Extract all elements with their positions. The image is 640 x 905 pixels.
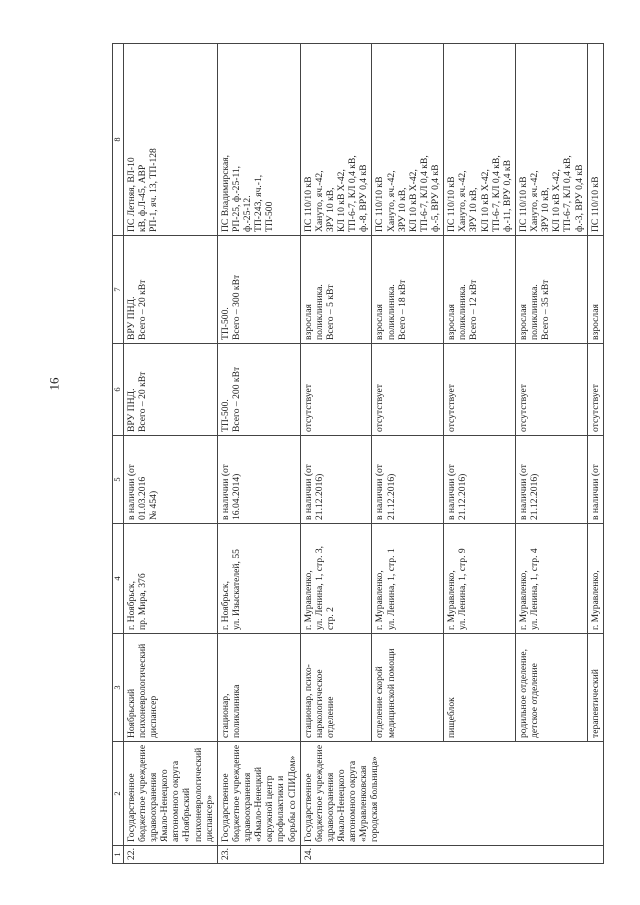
cell-line: Хануто, яч.-42,	[457, 170, 469, 232]
cell-line: КЛ 10 кВ Х-42,	[479, 169, 491, 232]
cell-line: отсутствует	[374, 384, 386, 432]
cell-line: ф.-11, ВРУ 0,4 кВ	[501, 160, 513, 232]
cell-line: бюджетное учреждение	[136, 744, 148, 842]
cell-line: Ноябрьский	[125, 688, 137, 738]
cell-line: ТП-500.	[219, 307, 231, 340]
cell-line: ТП-6-7, КЛ 0,4 кВ,	[562, 155, 574, 232]
column-number: 1	[113, 846, 124, 864]
column-number: 8	[113, 44, 124, 236]
power-required-cell-lines	[220, 239, 242, 340]
cell-line: взрослая	[374, 304, 386, 340]
address-cell	[217, 524, 300, 634]
cell-line: здравоохранения	[324, 772, 336, 842]
row-number-cell: 22.	[123, 846, 217, 864]
power-current-cell	[300, 344, 372, 436]
cell-line: наркологическое	[313, 669, 325, 738]
unit-cell-lines	[590, 637, 601, 738]
unit-cell-lines	[126, 637, 159, 738]
unit-cell-lines	[303, 637, 336, 738]
address-cell-lines	[590, 527, 601, 630]
cell-line: Всего – 35 кВт	[540, 279, 552, 340]
power-source-cell-lines	[303, 47, 370, 232]
cell-line: г. Муравленко,	[302, 570, 314, 630]
cell-line: г. Муравленко,	[517, 570, 529, 630]
cell-line: профилактики и	[275, 775, 287, 842]
cell-line: отсутствует	[517, 384, 529, 432]
address-cell	[300, 524, 372, 634]
power-required-cell	[300, 236, 372, 344]
status-cell-lines	[220, 439, 242, 520]
cell-line: Всего – 20 кВт	[136, 371, 148, 432]
cell-line: психоневрологический	[136, 643, 148, 738]
power-current-cell	[444, 344, 516, 436]
cell-line: пр. Мира, 37б	[136, 573, 148, 630]
cell-line: 01.03.2016	[136, 476, 148, 520]
cell-line: ПС Летняя, ВЛ-10	[125, 157, 137, 232]
cell-line: бюджетное учреждение	[313, 744, 325, 842]
cell-line: ЗРУ 10 кВ,	[468, 187, 480, 232]
status-cell-lines	[303, 439, 325, 520]
cell-line: стационар,	[219, 693, 231, 738]
unit-cell	[515, 634, 587, 742]
cell-line: взрослая	[589, 304, 601, 340]
address-cell	[123, 524, 217, 634]
address-cell-lines	[518, 527, 540, 630]
cell-line: городская больница»	[369, 756, 381, 842]
cell-line: Всего – 5 кВт	[324, 284, 336, 340]
power-current-cell-lines	[374, 347, 385, 432]
power-required-cell-lines	[126, 239, 148, 340]
cell-line: родильное отделение,	[517, 648, 529, 738]
cell-line: Всего – 20 кВт	[136, 279, 148, 340]
table-row	[372, 44, 444, 864]
unit-cell	[444, 634, 516, 742]
table-row	[123, 44, 217, 864]
cell-line: ТП-500	[264, 201, 276, 232]
cell-line: 21.12.2016)	[313, 473, 325, 520]
cell-line: окружной центр	[264, 775, 276, 842]
cell-line: отсутствует	[302, 384, 314, 432]
address-cell	[587, 524, 603, 634]
address-cell	[372, 524, 444, 634]
cell-line: ЗРУ 10 кВ,	[324, 187, 336, 232]
cell-line: Государственное	[125, 773, 137, 842]
organization-cell	[217, 742, 300, 846]
cell-line: Хануто, яч.-42,	[385, 170, 397, 232]
power-source-cell	[300, 44, 372, 236]
status-cell	[372, 436, 444, 524]
organization-cell	[300, 742, 603, 846]
cell-line: ул. Ленина, 1, стр. 9	[457, 548, 469, 630]
cell-line: Всего – 18 кВт	[396, 279, 408, 340]
row-number-cell: 23.	[217, 846, 300, 864]
cell-line: ПС 110/10 кВ	[589, 176, 601, 232]
column-number: 6	[113, 344, 124, 436]
unit-cell-lines	[446, 637, 457, 738]
cell-line: 21.12.2016)	[385, 473, 397, 520]
cell-line: отделение	[324, 696, 336, 738]
cell-line: поликлиника	[230, 684, 242, 738]
status-cell	[444, 436, 516, 524]
cell-line: Ямало-Ненецкого	[159, 769, 171, 842]
cell-line: г. Ноябрьск,	[219, 581, 231, 630]
cell-line: ПС 110/10 кВ	[302, 176, 314, 232]
power-source-cell	[123, 44, 217, 236]
status-cell	[587, 436, 603, 524]
rotated-table-container	[112, 44, 601, 864]
table-row	[217, 44, 300, 864]
cell-line: ТП-243, яч.-1,	[253, 174, 265, 232]
power-required-cell-lines	[446, 239, 479, 340]
power-current-cell	[587, 344, 603, 436]
power-source-cell-lines	[374, 47, 441, 232]
power-source-cell-lines	[518, 47, 585, 232]
cell-line: автономного округа	[347, 760, 359, 842]
power-required-cell-lines	[303, 239, 336, 340]
address-cell	[444, 524, 516, 634]
unit-cell	[372, 634, 444, 742]
power-required-cell	[123, 236, 217, 344]
unit-cell-lines	[518, 637, 540, 738]
power-required-cell	[444, 236, 516, 344]
cell-line: диспансер	[148, 695, 160, 738]
power-source-cell	[587, 44, 603, 236]
table-row	[587, 44, 603, 864]
power-source-cell	[372, 44, 444, 236]
table-row	[300, 44, 372, 864]
power-source-cell	[444, 44, 516, 236]
power-source-cell-lines	[126, 47, 159, 232]
cell-line: ф.-3, ВРУ 0,4 кВ	[573, 164, 585, 232]
cell-line: психоневрологический	[192, 747, 204, 842]
cell-line: ул. Изыскателей, 55	[230, 549, 242, 630]
cell-line: КЛ 10 кВ Х-42,	[551, 169, 563, 232]
cell-line: в наличии (от	[374, 464, 386, 520]
cell-line: бюджетное учреждение	[230, 744, 242, 842]
cell-line: терапевтический	[589, 669, 601, 738]
cell-line: «Ямало-Ненецкий	[253, 767, 265, 842]
cell-line: взрослая	[517, 304, 529, 340]
power-current-cell-lines	[303, 347, 314, 432]
cell-line: «Ноябрьский	[181, 788, 193, 842]
organization-cell-lines	[126, 745, 215, 842]
cell-line: в наличии (от	[446, 464, 458, 520]
cell-line: в наличии (от	[302, 464, 314, 520]
unit-cell	[587, 634, 603, 742]
cell-line: ПС 110/10 кВ	[446, 176, 458, 232]
power-current-cell	[217, 344, 300, 436]
column-number: 4	[113, 524, 124, 634]
address-cell-lines	[220, 527, 242, 630]
cell-line: ПС Владимирская,	[219, 154, 231, 232]
cell-line: стр. 2	[324, 607, 336, 630]
status-cell-lines	[446, 439, 468, 520]
column-number-row	[113, 44, 124, 864]
document-table-region	[112, 44, 601, 864]
cell-line: борьбы со СПИДом»	[286, 755, 298, 842]
power-current-cell	[515, 344, 587, 436]
cell-line: ПС 110/10 кВ	[374, 176, 386, 232]
cell-line: РП-1, яч. 13, ТП-128	[148, 148, 160, 232]
status-cell	[123, 436, 217, 524]
status-cell	[217, 436, 300, 524]
cell-line: поликлиника.	[313, 284, 325, 340]
cell-line: Хануто, яч.-42,	[313, 170, 325, 232]
cell-line: диспансер»	[203, 794, 215, 842]
unit-cell	[300, 634, 372, 742]
table-row	[444, 44, 516, 864]
address-cell-lines	[126, 527, 148, 630]
power-current-cell	[372, 344, 444, 436]
cell-line: ТП-6-7, КЛ 0,4 кВ,	[347, 155, 359, 232]
cell-line: КЛ 10 кВ Х-42,	[336, 169, 348, 232]
cell-line: Хануто, яч.-42,	[529, 170, 541, 232]
status-cell-lines	[374, 439, 396, 520]
cell-line: 16.04.2014)	[230, 473, 242, 520]
status-cell-lines	[126, 439, 159, 520]
power-source-cell	[515, 44, 587, 236]
cell-line: здравоохранения	[242, 772, 254, 842]
power-required-cell-lines	[590, 239, 601, 340]
cell-line: ф.-25-12.	[242, 195, 254, 232]
organization-cell	[123, 742, 217, 846]
status-cell	[300, 436, 372, 524]
cell-line: ТП-6-7, КЛ 0,4 кВ,	[418, 155, 430, 232]
cell-line: в наличии (от	[589, 464, 601, 520]
cell-line: отсутствует	[589, 384, 601, 432]
power-source-cell-lines	[590, 47, 601, 232]
cell-line: г. Муравленко,	[446, 570, 458, 630]
cell-line: Всего – 12 кВт	[468, 279, 480, 340]
column-number: 2	[113, 742, 124, 846]
cell-line: в наличии (от	[219, 464, 231, 520]
cell-line: взрослая	[302, 304, 314, 340]
status-cell-lines	[518, 439, 540, 520]
power-current-cell-lines	[220, 347, 242, 432]
cell-line: г. Ноябрьск,	[125, 581, 137, 630]
column-number: 3	[113, 634, 124, 742]
cell-line: Ямало-Ненецкого	[336, 769, 348, 842]
cell-line: ТП-6-7, КЛ 0,4 кВ,	[490, 155, 502, 232]
cell-line: ул. Ленина, 1, стр. 3,	[313, 545, 325, 630]
address-cell-lines	[374, 527, 396, 630]
cell-line: ТП-500.	[219, 399, 231, 432]
cell-line: пищеблок	[446, 697, 458, 738]
cell-line: «Муравленковская	[358, 765, 370, 842]
status-cell-lines	[590, 439, 601, 520]
cell-line: 21.12.2016)	[529, 473, 541, 520]
status-cell	[515, 436, 587, 524]
cell-line: Всего – 300 кВт	[230, 274, 242, 340]
power-current-cell-lines	[446, 347, 457, 432]
cell-line: РП-25, ф.-25-11,	[230, 165, 242, 232]
cell-line: кВ, ф.Л-45, АВР	[136, 164, 148, 232]
cell-line: Государственное	[302, 773, 314, 842]
facilities-table	[112, 43, 604, 864]
organization-cell-lines	[220, 745, 298, 842]
cell-line: в наличии (от	[517, 464, 529, 520]
cell-line: взрослая	[446, 304, 458, 340]
address-cell-lines	[446, 527, 468, 630]
cell-line: ЗРУ 10 кВ,	[540, 187, 552, 232]
power-current-cell	[123, 344, 217, 436]
cell-line: стационар, психо-	[302, 664, 314, 738]
unit-cell-lines	[220, 637, 242, 738]
power-source-cell-lines	[446, 47, 513, 232]
cell-line: ЗРУ 10 кВ,	[396, 187, 408, 232]
power-required-cell	[587, 236, 603, 344]
cell-line: г. Муравленко,	[374, 570, 386, 630]
cell-line: ф.-5, ВРУ 0,4 кВ	[430, 164, 442, 232]
cell-line: ул. Ленина, 1, стр. 4	[529, 548, 541, 630]
organization-cell-lines	[303, 745, 381, 842]
cell-line: 21.12.2016)	[457, 473, 469, 520]
address-cell	[515, 524, 587, 634]
cell-line: отделение скорой	[374, 666, 386, 738]
power-source-cell	[217, 44, 300, 236]
power-current-cell-lines	[518, 347, 529, 432]
power-current-cell-lines	[126, 347, 148, 432]
table-body	[113, 44, 604, 864]
cell-line: детское отделение	[529, 663, 541, 738]
cell-line: медицинской помощи	[385, 648, 397, 738]
power-required-cell	[372, 236, 444, 344]
cell-line: КЛ 10 кВ Х-42,	[407, 169, 419, 232]
power-required-cell-lines	[374, 239, 407, 340]
column-number: 5	[113, 436, 124, 524]
power-required-cell-lines	[518, 239, 551, 340]
address-cell-lines	[303, 527, 336, 630]
cell-line: г. Муравленко,	[589, 570, 601, 630]
cell-line: поликлиника.	[529, 284, 541, 340]
power-required-cell	[217, 236, 300, 344]
cell-line: в наличии (от	[125, 464, 137, 520]
cell-line: здравоохранения	[148, 772, 160, 842]
cell-line: отсутствует	[446, 384, 458, 432]
cell-line: поликлиника.	[385, 284, 397, 340]
page-number	[48, 374, 60, 394]
column-number: 7	[113, 236, 124, 344]
unit-cell	[217, 634, 300, 742]
cell-line: ВРУ ПНД.	[125, 296, 137, 340]
cell-line: поликлиника.	[457, 284, 469, 340]
cell-line: ВРУ ПНД.	[125, 388, 137, 432]
cell-line: автономного округа	[170, 760, 182, 842]
cell-line: ф.-8, ВРУ 0,4 кВ	[358, 164, 370, 232]
cell-line: Государственное	[219, 773, 231, 842]
cell-line: № 454)	[148, 490, 160, 520]
cell-line: ул. Ленина, 1, стр. 1	[385, 548, 397, 630]
cell-line: ПС 110/10 кВ	[517, 176, 529, 232]
power-source-cell-lines	[220, 47, 276, 232]
cell-line: Всего – 200 кВт	[230, 366, 242, 432]
row-number-cell: 24.	[300, 846, 603, 864]
unit-cell-lines	[374, 637, 396, 738]
power-current-cell-lines	[590, 347, 601, 432]
power-required-cell	[515, 236, 587, 344]
unit-cell	[123, 634, 217, 742]
table-row	[515, 44, 587, 864]
page-number-text: 16	[46, 377, 61, 391]
